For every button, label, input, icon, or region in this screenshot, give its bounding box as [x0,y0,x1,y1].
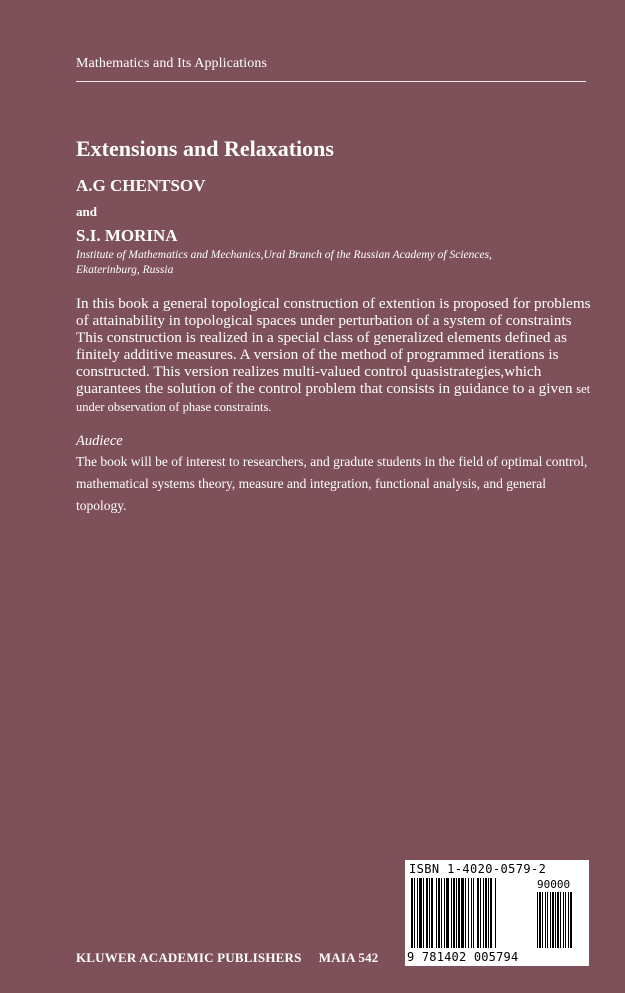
book-title: Extensions and Relaxations [76,136,334,161]
barcode-addon-bar [563,892,564,948]
barcode-addon-bar [568,892,569,948]
barcode-bar [488,878,489,948]
author-morina: S.I. MORINA [76,226,178,245]
isbn-label: ISBN 1-4020-0579-2 [409,862,547,876]
barcode-bar [436,878,437,948]
author-chentsov: A.G CHENTSOV [76,176,206,195]
barcode-addon-bar [542,892,543,948]
barcode-addon-bar [560,892,561,948]
barcode-addon-bar [550,892,551,948]
audience-label: Audiece [76,433,123,449]
barcode-bar [426,878,428,948]
barcode-bar [473,878,474,948]
series-title: Mathematics and Its Applications [76,56,267,71]
isbn-barcode [405,860,589,966]
barcode-bar [468,878,469,948]
barcode-bar [446,878,449,948]
publisher-line: KLUWER ACADEMIC PUBLISHERS MAIA 542 [76,950,379,965]
barcode-bar [465,878,466,948]
barcode-addon-bar [537,892,538,948]
barcode-bar [431,878,433,948]
barcode-bar [453,878,455,948]
barcode-addon-bar [545,892,546,948]
abstract-tail-text: set under observation of phase constraints. [76,382,591,414]
abstract-main-text: In this book a general topological construction of extention is proposed for problems of attainability in topological spaces under perturbation of a system of constraints This construction is realized in a special class of generalized elements defined as finitely additive measures. A version of the method of programmed iterations is constructed. This version realizes multi-valued control quasistrategies,which guarantees the solution of the control problem that consists in guidance to a given [76,295,591,397]
barcode-addon-bar [565,892,566,948]
audience-text: The book will be of interest to researchers, and gradute students in the field of optimal control, mathematical systems theory, measure and integration, functional analysis, and general topology. [76,454,588,513]
barcode-bar [483,878,484,948]
barcode-bar [495,878,496,948]
barcode-bar [485,878,487,948]
barcode-bars [411,878,587,950]
barcode-addon-bar [547,892,548,948]
barcode-bar [419,878,422,948]
barcode-bar [429,878,430,948]
barcode-bar [423,878,424,948]
barcode-addon-bar [557,892,559,948]
barcode-bar [414,878,415,948]
barcode-addon-bar [570,892,572,948]
barcode-ean-number: 9 781402 005794 [407,950,519,964]
barcode-bar [411,878,413,948]
barcode-bar [456,878,457,948]
barcode-addon-bar [555,892,556,948]
book-abstract [76,295,596,416]
author-affiliation: Institute of Mathematics and Mechanics,Ural Branch of the Russian Academy of Sciences, Ekaterinburg, Russia [76,249,492,276]
barcode-addon-number: 90000 [537,878,571,891]
barcode-bar [444,878,445,948]
barcode-bar [417,878,418,948]
barcode-bar [477,878,479,948]
barcode-bar [490,878,492,948]
barcode-addon-bar [539,892,541,948]
barcode-addon-bar [552,892,554,948]
barcode-bar [471,878,472,948]
barcode-bar [461,878,464,948]
barcode-bar [451,878,452,948]
barcode-bar [438,878,440,948]
header-rule [76,81,586,82]
author-conjunction: and [76,204,97,219]
barcode-bar [480,878,481,948]
barcode-bar [441,878,442,948]
barcode-bar [458,878,460,948]
